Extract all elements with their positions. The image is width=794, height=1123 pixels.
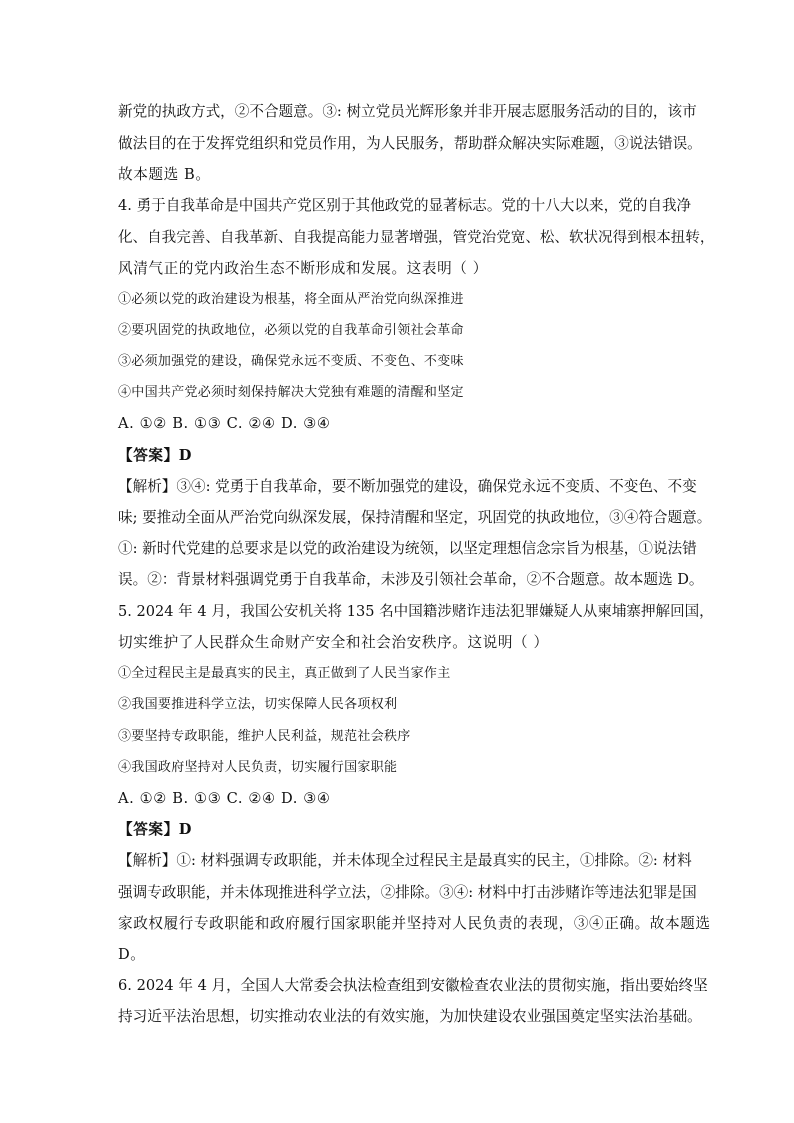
q5-option-2: ②我国要推进科学立法，切实保障人民各项权利 <box>118 697 398 712</box>
q4-explanation-line-1: 【解析】③④: 党勇于自我革命，要不断加强党的建设，确保党永远不变质、不变色、不变 <box>118 478 697 495</box>
q5-option-1: ①全过程民主是最真实的民主，真正做到了人民当家作主 <box>118 666 451 681</box>
q5-explanation-line-2: 强调专政职能，并未体现推进科学立法，②排除。③④: 材料中打击涉赌诈等违法犯罪是国 <box>118 884 697 901</box>
q4-explanation-line-4: 误。②：背景材料强调党勇于自我革命，未涉及引领社会革命，②不合题意。故本题选 D。 <box>118 571 704 588</box>
q6-stem-line-1: 6. 2024 年 4 月，全国人大常委会执法检查组到安徽检查农业法的贯彻实施，指出要始终坚 <box>118 977 708 994</box>
q5-stem-line-1: 5. 2024 年 4 月，我国公安机关将 135 名中国籍涉赌诈违法犯罪嫌疑人从柬埔寨押解回国， <box>118 603 714 620</box>
q5-explanation-line-3: 家政权履行专政职能和政府履行国家职能并坚持对人民负责的表现，③④正确。故本题选 <box>118 915 711 932</box>
q3-explanation-line-3: 故本题选 B。 <box>118 166 211 183</box>
q4-explanation-line-3: ①: 新时代党建的总要求是以党的政治建设为统领，以坚定理想信念宗旨为根基，①说法错 <box>118 540 697 557</box>
q4-option-4: ④中国共产党必须时刻保持解决大党独有难题的清醒和坚定 <box>118 385 464 400</box>
q5-explanation-line-1: 【解析】①: 材料强调专政职能，并未体现全过程民主是最真实的民主，①排除。②: 材料 <box>118 852 692 869</box>
q5-answer: 【答案】D <box>118 821 193 838</box>
q5-choices: A. ①② B. ①③ C. ②④ D. ③④ <box>118 790 331 807</box>
q4-answer: 【答案】D <box>118 447 193 464</box>
q5-option-4: ④我国政府坚持对人民负责，切实履行国家职能 <box>118 760 398 775</box>
q6-stem-line-2: 持习近平法治思想，切实推动农业法的有效实施，为加快建设农业强国奠定坚实法治基础。 <box>118 1008 702 1025</box>
q5-option-3: ③要坚持专政职能，维护人民利益，规范社会秩序 <box>118 729 411 744</box>
q4-option-3: ③必须加强党的建设，确保党永远不变质、不变色、不变味 <box>118 354 464 369</box>
q4-explanation-line-2: 味; 要推动全面从严治党向纵深发展，保持清醒和坚定，巩固党的执政地位，③④符合题意。 <box>118 509 712 526</box>
q4-stem-line-2: 化、自我完善、自我革新、自我提高能力显著增强，管党治党宽、松、软状况得到根本扭转， <box>118 229 715 246</box>
q4-stem-line-3: 风清气正的党内政治生态不断形成和发展。这表明（ ） <box>118 260 488 277</box>
q4-option-1: ①必须以党的政治建设为根基，将全面从严治党向纵深推进 <box>118 292 464 307</box>
q4-stem-line-1: 4. 勇于自我革命是中国共产党区别于其他政党的显著标志。党的十八大以来，党的自我净 <box>118 197 692 214</box>
q3-explanation-line-1: 新党的执政方式，②不合题意。③: 树立党员光辉形象并非开展志愿服务活动的目的，该市 <box>118 103 697 120</box>
q5-explanation-line-4: D。 <box>118 946 146 963</box>
q4-option-2: ②要巩固党的执政地位，必须以党的自我革命引领社会革命 <box>118 323 464 338</box>
q4-choices: A. ①② B. ①③ C. ②④ D. ③④ <box>118 415 331 432</box>
q3-explanation-line-2: 做法目的在于发挥党组织和党员作用，为人民服务，帮助群众解决实际难题，③说法错误。 <box>118 135 702 152</box>
q5-stem-line-2: 切实维护了人民群众生命财产安全和社会治安秩序。这说明（ ） <box>118 634 549 651</box>
